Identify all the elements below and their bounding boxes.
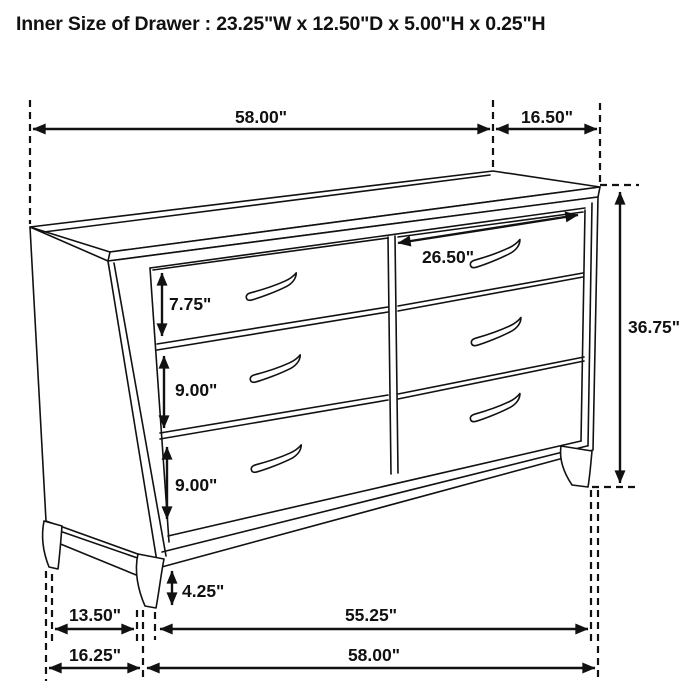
dresser-drawing: [30, 171, 600, 608]
dim-top-depth: [496, 107, 597, 129]
dim-leg-footprint-depth-label: 13.50": [68, 605, 122, 625]
dim-leg-footprint-width: [160, 605, 588, 629]
dim-overall-width-label: 58.00": [347, 645, 401, 665]
dim-drawer2-height-label: 9.00": [175, 380, 218, 400]
dim-leg-footprint-depth: [55, 605, 134, 629]
dim-drawer3-height-label: 9.00": [175, 475, 218, 495]
dim-leg-footprint-width-label: 55.25": [344, 605, 398, 625]
dim-drawer-width-label: 26.50": [421, 247, 475, 267]
page-title: Inner Size of Drawer : 23.25"W x 12.50"D x 5.00"H x 0.25"H: [16, 13, 546, 35]
dim-leg-height-label: 4.25": [182, 581, 225, 601]
dim-top-depth-label: 16.50": [520, 107, 574, 127]
dim-drawer1-height-label: 7.75": [169, 294, 212, 314]
front-right-leg: [561, 446, 592, 487]
dim-top-width: [33, 107, 490, 129]
dim-overall-depth-label: 16.25": [68, 645, 122, 665]
dim-overall-height: [620, 192, 680, 483]
dim-overall-depth: [49, 645, 140, 668]
dim-overall-height-label: 36.75": [628, 317, 681, 337]
front-left-leg: [136, 554, 164, 608]
dim-overall-width: [147, 645, 595, 668]
back-left-leg: [43, 521, 62, 569]
dim-top-width-label: 58.00": [234, 107, 288, 127]
dim-leg-height: [172, 571, 224, 605]
